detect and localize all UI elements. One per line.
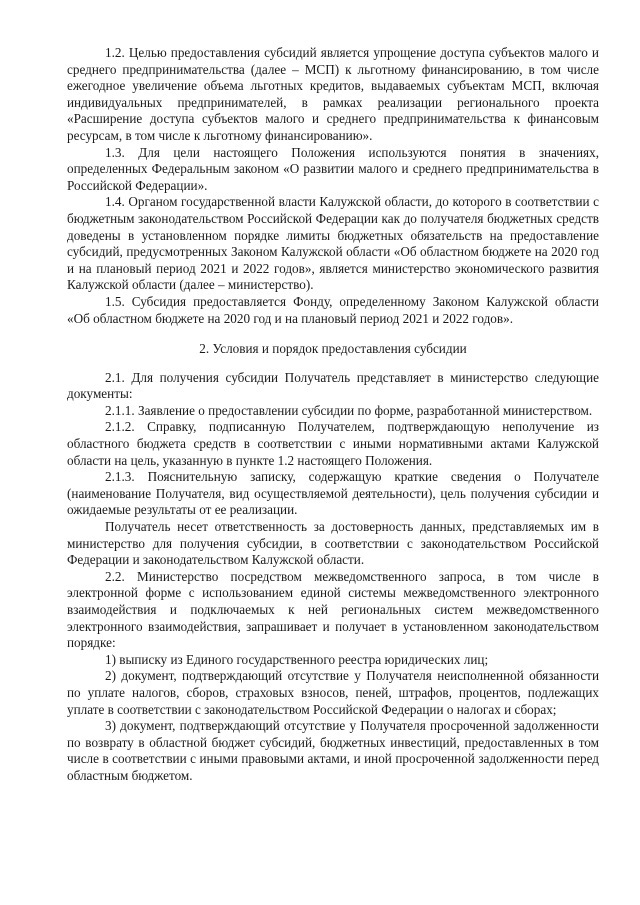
paragraph-2-1: 2.1. Для получения субсидии Получатель представляет в министерство следующие документы: xyxy=(67,369,599,402)
paragraph-1-4: 1.4. Органом государственной власти Калужской области, до которого в соответствии с бюджетным законодательством Российской Федерации как до получателя бюджетных средств доведены в установленном порядке лимиты бюджетных обязательств на предоставление субсидий, предусмотренных Законом Калужской области «Об областном бюджете на 2020 год и на плановый период 2021 и 2022 годов», является министерство экономического развития Калужской области (далее – министерство). xyxy=(67,194,599,293)
paragraph-responsibility: Получатель несет ответственность за достоверность данных, представляемых им в министерство для получения субсидии, в соответствии с законодательством Российской Федерации и законодательством Калужской области. xyxy=(67,519,599,568)
paragraph-2-2: 2.2. Министерство посредством межведомственного запроса, в том числе в электронной форме с использованием единой системы межведомственного электронного взаимодействия и подключаемых к ней региональных систем межведомственного электронного взаимодействия, запрашивает и получает в установленном законодательством порядке: xyxy=(67,568,599,651)
list-item-2: 2) документ, подтверждающий отсутствие у Получателя неисполненной обязанности по уплате налогов, сборов, страховых взносов, пеней, штрафов, процентов, подлежащих уплате в соответствии с законодательством Российской Федерации о налогах и сборах; xyxy=(67,668,599,717)
paragraph-1-2: 1.2. Целью предоставления субсидий является упрощение доступа субъектов малого и среднего предпринимательства (далее – МСП) к льготному финансированию, в том числе ежегодное увеличение объема льготных кредитов, выдаваемых субъектам МСП, включая индивидуальных предпринимателей, в рамках реализации регионального проекта «Расширение доступа субъектов малого и среднего предпринимательства к финансовым ресурсам, в том числе к льготному финансированию». xyxy=(67,45,599,143)
paragraph-1-3: 1.3. Для цели настоящего Положения используются понятия в значениях, определенных Федеральным законом «О развитии малого и среднего предпринимательства в Российской Федерации». xyxy=(67,144,599,193)
paragraph-1-5: 1.5. Субсидия предоставляется Фонду, определенному Законом Калужской области «Об областном бюджете на 2020 год и на плановый период 2021 и 2022 годов». xyxy=(67,293,599,326)
paragraph-2-1-2: 2.1.2. Справку, подписанную Получателем, подтверждающую неполучение из областного бюджета средств в соответствии с иными нормативными актами Калужской области на цель, указанную в пункте 1.2 настоящего Положения. xyxy=(67,419,599,468)
list-item-1: 1) выписку из Единого государственного реестра юридических лиц; xyxy=(105,651,489,667)
paragraph-2-1-3: 2.1.3. Пояснительную записку, содержащую краткие сведения о Получателе (наименование Получателя, вид осуществляемой деятельности), цель получения субсидии и ожидаемые результаты от ее реализации. xyxy=(67,469,599,518)
section-heading: 2. Условия и порядок предоставления субсидии xyxy=(199,341,467,357)
list-item-3: 3) документ, подтверждающий отсутствие у Получателя просроченной задолженности по возврату в областной бюджет субсидий, бюджетных инвестиций, предоставленных в том числе в соответствии с иными правовыми актами, и иной просроченной задолженности перед областным бюджетом. xyxy=(67,718,599,783)
document-page xyxy=(67,45,599,785)
paragraph-2-1-1: 2.1.1. Заявление о предоставлении субсидии по форме, разработанной министерством. xyxy=(105,402,593,418)
